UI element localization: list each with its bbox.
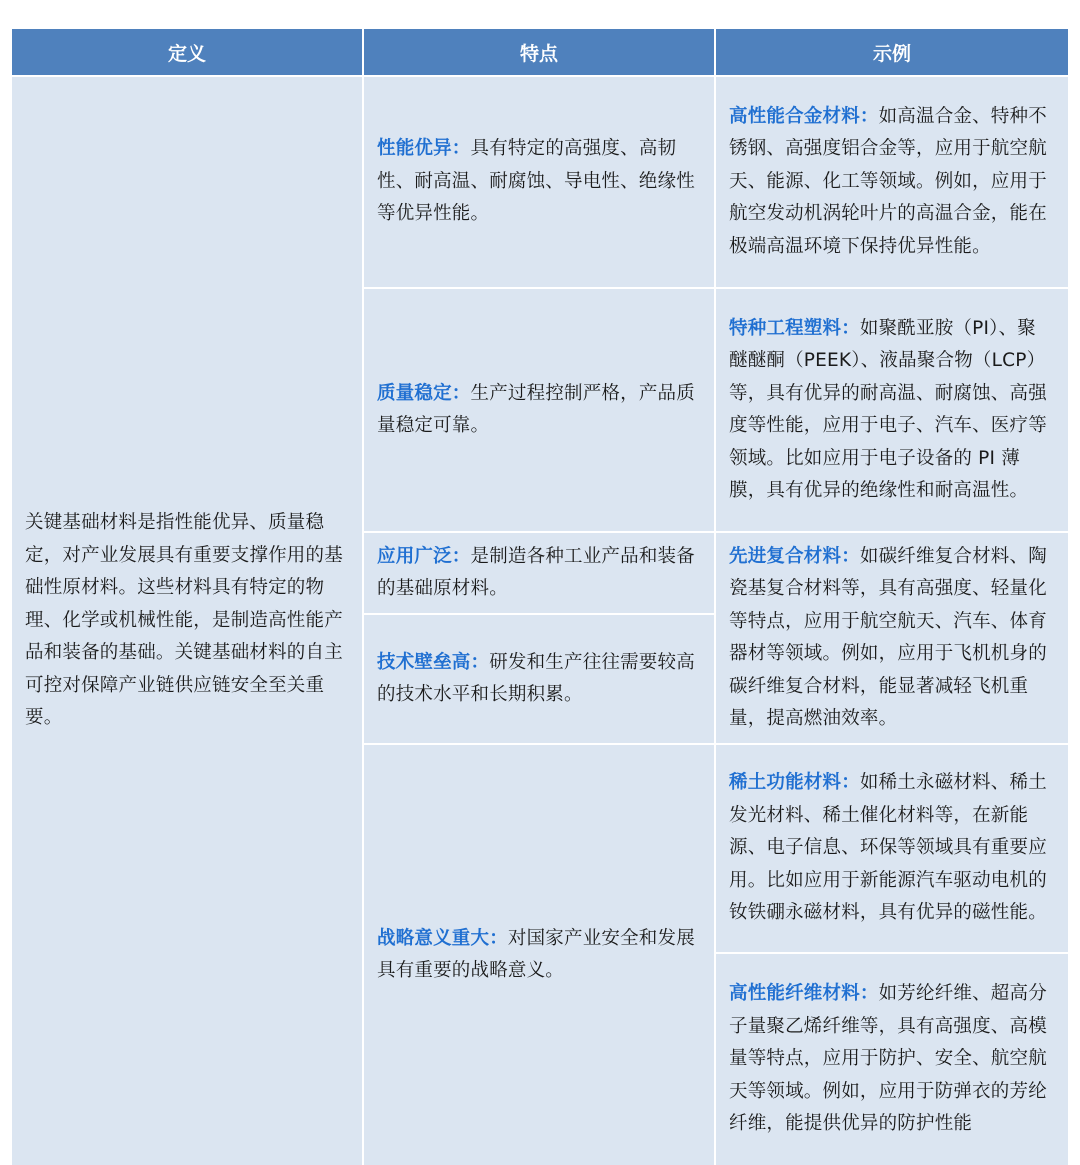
feature-keyword: 质量稳定： <box>377 382 471 404</box>
example-text: 如稀土永磁材料、稀土发光材料、稀土催化材料等，在新能源、电子信息、环保等领域具有重要应用。比如应用于新能源汽车驱动电机的钕铁硼永磁材料，具有优异的磁性能。 <box>729 772 1047 924</box>
example-text: 如聚酰亚胺（PI）、聚醚醚酮（PEEK）、液晶聚合物（LCP）等，具有优异的耐高温、耐腐蚀、高强度等性能，应用于电子、汽车、医疗等领域。比如应用于电子设备的 PI 薄膜，具有优异的绝缘性和耐高温性。 <box>729 317 1047 501</box>
example-keyword: 高性能纤维材料： <box>729 983 879 1005</box>
example-text: 如高温合金、特种不锈钢、高强度铝合金等，应用于航空航天、能源、化工等领域。例如，应用于航空发动机涡轮叶片的高温合金，能在极端高温环境下保持优异性能。 <box>729 105 1047 257</box>
example-text: 如碳纤维复合材料、陶瓷基复合材料等，具有高强度、轻量化等特点，应用于航空航天、汽车、体育器材等领域。例如，应用于飞机机身的碳纤维复合材料，能显著减轻飞机重量，提高燃油效率。 <box>729 545 1047 729</box>
example-keyword: 高性能合金材料： <box>729 105 879 127</box>
feature-keyword: 性能优异： <box>377 138 471 160</box>
materials-table <box>12 29 1068 1164</box>
header-definition: 定义 <box>12 29 364 75</box>
feature-cell-barrier <box>364 613 716 743</box>
feature-cell-strategic <box>364 743 716 1165</box>
example-keyword: 先进复合材料： <box>729 545 860 567</box>
feature-cell-quality <box>364 287 716 531</box>
example-cell-alloy <box>716 75 1068 287</box>
example-cell-composite <box>716 531 1068 743</box>
example-keyword: 特种工程塑料： <box>729 317 860 339</box>
feature-cell-performance <box>364 75 716 287</box>
feature-text: 具有特定的高强度、高韧性、耐高温、耐腐蚀、导电性、绝缘性等优异性能。 <box>377 138 695 225</box>
example-cell-plastic <box>716 287 1068 531</box>
feature-keyword: 战略意义重大： <box>377 927 508 949</box>
definition-text: 关键基础材料是指性能优异、质量稳定，对产业发展具有重要支撑作用的基础性原材料。这些材料具有特定的物理、化学或机械性能，是制造高性能产品和装备的基础。关键基础材料的自主可控对保障产业链供应链安全至关重要。 <box>25 512 343 729</box>
feature-text: 研发和生产往往需要较高的技术水平和长期积累。 <box>377 651 695 705</box>
example-cell-rare-earth <box>716 743 1068 952</box>
example-cell-fiber <box>716 952 1068 1165</box>
example-text: 如芳纶纤维、超高分子量聚乙烯纤维等，具有高强度、高模量等特点，应用于防护、安全、航空航天等领域。例如，应用于防弹衣的芳纶纤维，能提供优异的防护性能 <box>729 983 1047 1135</box>
feature-cell-application <box>364 531 716 613</box>
feature-keyword: 技术壁垒高： <box>377 651 490 673</box>
feature-text: 是制造各种工业产品和装备的基础原材料。 <box>377 545 695 599</box>
feature-text: 对国家产业安全和发展具有重要的战略意义。 <box>377 927 695 981</box>
header-examples: 示例 <box>716 29 1068 75</box>
example-keyword: 稀土功能材料： <box>729 772 860 794</box>
definition-cell <box>12 75 364 1165</box>
feature-text: 生产过程控制严格，产品质量稳定可靠。 <box>377 382 695 436</box>
feature-keyword: 应用广泛： <box>377 545 471 567</box>
header-features: 特点 <box>364 29 716 75</box>
